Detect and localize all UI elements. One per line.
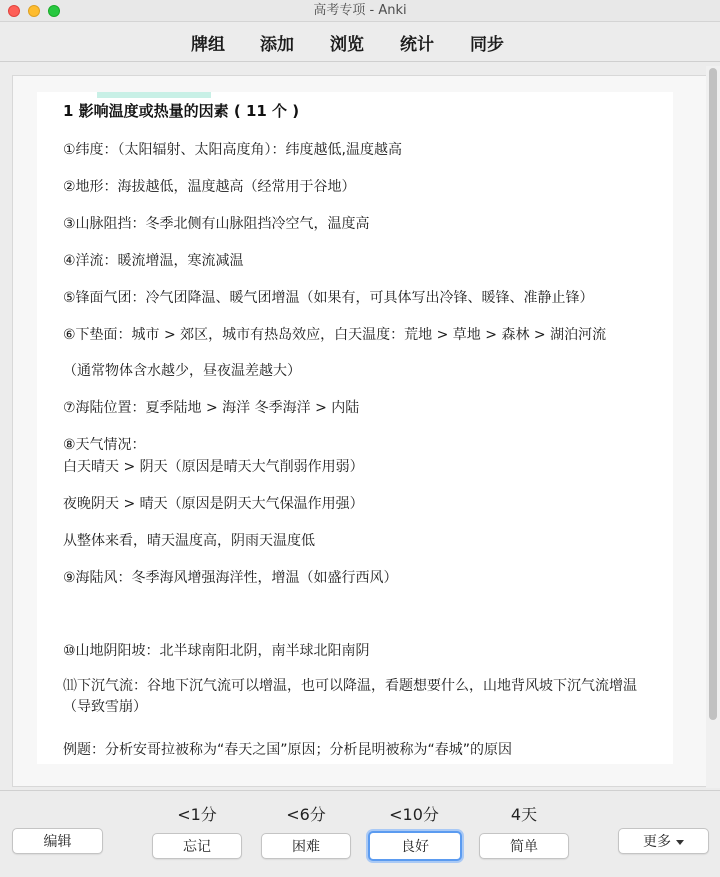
edit-button[interactable]	[12, 828, 103, 854]
card-line: ③山脉阻挡：冬季北侧有山脉阻挡冷空气，温度高	[63, 216, 370, 232]
card-line: ①纬度：（太阳辐射、太阳高度角）：纬度越低,温度越高	[63, 142, 402, 158]
card-line: ⑾下沉气流：谷地下沉气流可以增温，也可以降温，看题想要什么，山地背风坡下沉气流增温（导致雪崩）	[63, 678, 637, 715]
more-button-label: 更多	[643, 834, 671, 850]
nav-sync[interactable]: 同步	[470, 35, 504, 55]
card-title: 1 影响温度或热量的因素 ( 11 个 )	[63, 102, 300, 120]
nav-browse[interactable]: 浏览	[330, 35, 364, 55]
easy-button-label: 简单	[510, 839, 538, 855]
hard-button[interactable]	[261, 833, 351, 859]
again-button[interactable]	[152, 833, 242, 859]
text-highlight	[97, 92, 211, 98]
interval-again: <1分	[177, 805, 217, 824]
good-button[interactable]	[368, 831, 462, 861]
card-line: ②地形：海拔越低，温度越高（经常用于谷地）	[63, 179, 356, 195]
card-scrollbar[interactable]	[706, 66, 720, 788]
interval-hard: <6分	[286, 805, 326, 824]
interval-easy: 4天	[510, 805, 538, 824]
nav-add[interactable]: 添加	[260, 35, 294, 55]
easy-button[interactable]	[479, 833, 569, 859]
card-line: （通常物体含水越少，昼夜温差越大）	[63, 363, 301, 379]
nav-stats[interactable]: 统计	[400, 35, 434, 55]
example-line: 例题：分析安哥拉被称为“春天之国”原因；分析昆明被称为“春城”的原因	[63, 742, 513, 758]
card-line: ⑥下垫面：城市 > 郊区，城市有热岛效应，白天温度：荒地 > 草地 > 森林 > 湖泊河流	[63, 327, 607, 343]
good-button-label: 良好	[401, 839, 429, 855]
card-line: ⑧天气情况：	[63, 437, 146, 453]
card-line: 夜晚阴天 > 晴天（原因是阴天大气保温作用强）	[63, 496, 364, 512]
card-line: ⑤锋面气团：冷气团降温、暖气团增温（如果有，可具体写出冷锋、暖锋、准静止锋）	[63, 290, 594, 306]
card-line: 白天晴天 > 阴天（原因是晴天大气削弱作用弱）	[63, 459, 364, 475]
answer-bar	[0, 790, 720, 877]
hard-button-label: 困难	[292, 839, 320, 855]
main-toolbar	[0, 22, 720, 62]
card-content	[37, 92, 673, 764]
card-line: 从整体来看，晴天温度高，阴雨天温度低	[63, 533, 315, 549]
title-bar	[0, 0, 720, 22]
window-title: 高考专项 - Anki	[313, 3, 407, 18]
dropdown-caret-icon	[676, 840, 684, 845]
more-button[interactable]	[618, 828, 709, 854]
nav-decks[interactable]: 牌组	[191, 35, 225, 55]
edit-button-label: 编辑	[43, 834, 72, 850]
card-line: ④洋流：暖流增温，寒流减温	[63, 253, 244, 269]
again-button-label: 忘记	[183, 839, 211, 855]
card-line: ⑦海陆位置：夏季陆地 > 海洋 冬季海洋 > 内陆	[63, 400, 360, 416]
scrollbar-thumb[interactable]	[709, 68, 717, 720]
interval-good: <10分	[389, 805, 439, 824]
card-view	[12, 75, 720, 787]
card-line: ⑩山地阴阳坡：北半球南阳北阴，南半球北阳南阴	[63, 643, 370, 659]
card-line: ⑨海陆风：冬季海风增强海洋性，增温（如盛行西风）	[63, 570, 398, 586]
